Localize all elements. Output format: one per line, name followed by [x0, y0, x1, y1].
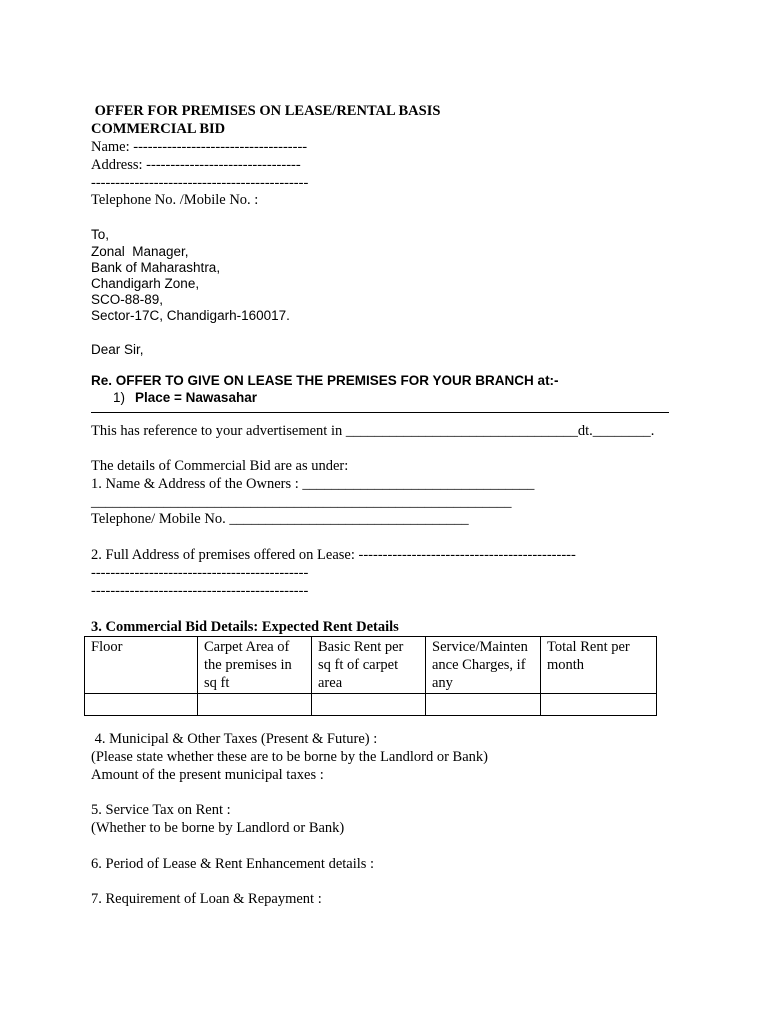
recipient-line-5: Sector-17C, Chandigarh-160017.: [91, 308, 290, 323]
recipient-line-3: Chandigarh Zone,: [91, 276, 200, 291]
owners-field-line: 1. Name & Address of the Owners : ________________________________: [91, 476, 535, 492]
table-cell-service-charges: [426, 694, 541, 716]
horizontal-rule: [91, 412, 669, 413]
table-cell-floor: [85, 694, 198, 716]
telephone-mobile-line: Telephone/ Mobile No. _________________________________: [91, 511, 469, 527]
table-cell-total-rent: [541, 694, 657, 716]
column-header-floor: Floor: [85, 637, 198, 694]
place-number: 1): [113, 390, 126, 405]
column-header-total-rent: Total Rent per month: [541, 637, 657, 694]
telephone-field-line: Telephone No. /Mobile No. :: [91, 192, 259, 208]
loan-repayment-line: 7. Requirement of Loan & Repayment :: [91, 891, 322, 907]
address-continuation-line: ---------------------------------------------: [91, 175, 309, 191]
owners-continuation-line: __________________________________________________________: [91, 494, 512, 510]
bid-table-header-row: [85, 637, 657, 694]
subject-line: Re. OFFER TO GIVE ON LEASE THE PREMISES FOR YOUR BRANCH at:-: [91, 373, 559, 388]
recipient-line-4: SCO-88-89,: [91, 292, 164, 307]
full-address-continuation-2: ---------------------------------------------: [91, 583, 309, 599]
bid-table: [84, 636, 657, 716]
salutation: Dear Sir,: [91, 342, 144, 357]
table-cell-carpet-area: [198, 694, 312, 716]
full-address-continuation-1: ---------------------------------------------: [91, 565, 309, 581]
details-intro: The details of Commercial Bid are as under:: [91, 458, 349, 474]
title-line-1: OFFER FOR PREMISES ON LEASE/RENTAL BASIS: [91, 103, 441, 119]
column-header-basic-rent: Basic Rent per sq ft of carpet area: [312, 637, 426, 694]
service-tax-note: (Whether to be borne by Landlord or Bank): [91, 820, 345, 836]
lease-period-line: 6. Period of Lease & Rent Enhancement details :: [91, 856, 375, 872]
taxes-line: 4. Municipal & Other Taxes (Present & Future) :: [91, 731, 378, 747]
full-address-line: 2. Full Address of premises offered on Lease: ---------------------------------------------: [91, 547, 576, 563]
title-line-2: COMMERCIAL BID: [91, 121, 226, 137]
bid-table-heading: 3. Commercial Bid Details: Expected Rent Details: [91, 619, 399, 635]
reference-line: This has reference to your advertisement in ________________________________dt.________.: [91, 423, 655, 439]
table-cell-basic-rent: [312, 694, 426, 716]
taxes-amount: Amount of the present municipal taxes :: [91, 767, 324, 783]
column-header-service-charges: Service/Maintenance Charges, if any: [426, 637, 541, 694]
place-line: Place = Nawasahar: [135, 390, 257, 405]
recipient-to: To,: [91, 227, 110, 242]
table-row: [85, 694, 657, 716]
service-tax-line: 5. Service Tax on Rent :: [91, 802, 231, 818]
column-header-carpet-area: Carpet Area of the premises in sq ft: [198, 637, 312, 694]
name-field-line: Name: ------------------------------------: [91, 139, 308, 155]
recipient-line-2: Bank of Maharashtra,: [91, 260, 221, 275]
address-field-line: Address: --------------------------------: [91, 157, 301, 173]
taxes-note: (Please state whether these are to be borne by the Landlord or Bank): [91, 749, 488, 765]
recipient-line-1: Zonal Manager,: [91, 244, 189, 259]
